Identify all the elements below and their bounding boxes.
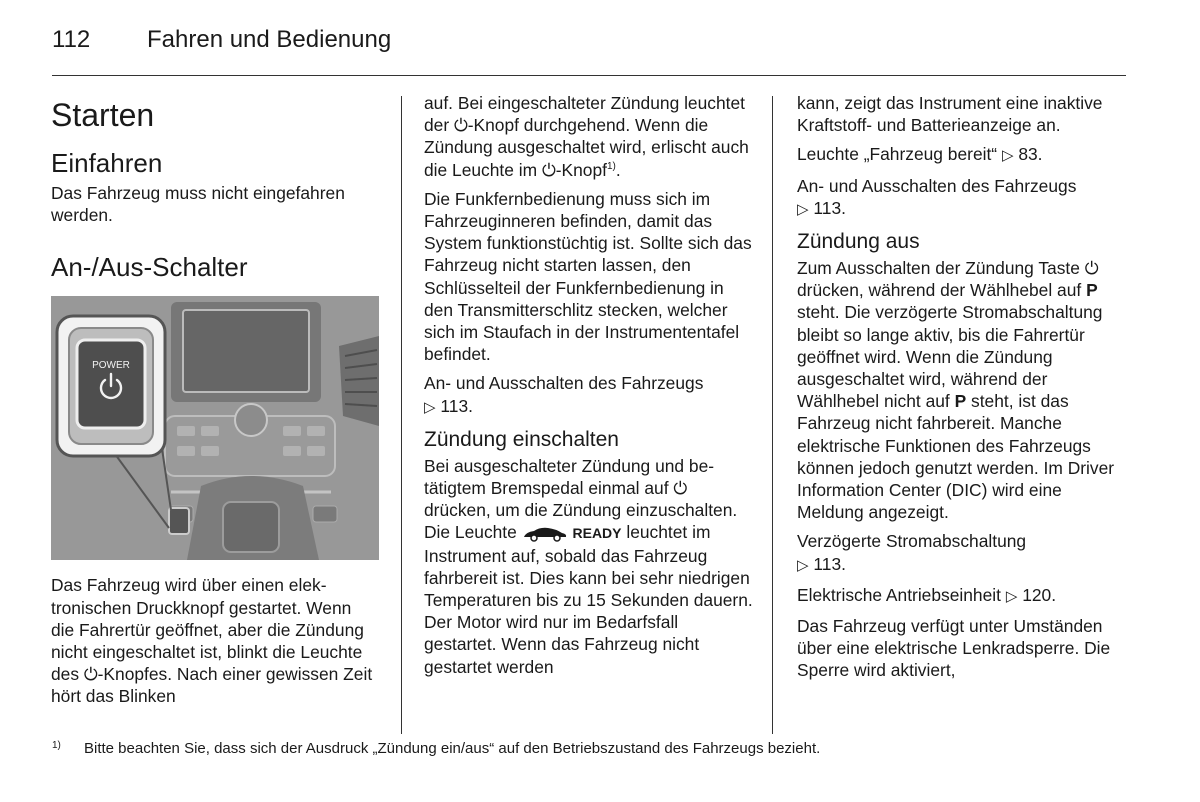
cross-reference: An- und Ausschalten des Fahrzeugs ▷ 113. — [424, 373, 704, 416]
paragraph-ignition-off: Zum Ausschalten der Zündung Taste ⏻ drücken, während der Wählhebel auf P steht. Die verzögerte Stromabschaltung bleibt so lange aktiv, bis die Fahrertür geöffnet wird. Wenn die Zündung ausgeschaltet wird, während der Wählhebel nicht auf P steht, ist das Fahrzeug nicht fahrbereit. Manche elektrische Funktionen des Fahrzeugs können jedoch genutzt werden. Im Driver Information Center (DIC) wird eine Meldung angezeigt. — [797, 258, 1115, 523]
paragraph-intro: Das Fahrzeug wird über einen elektronischen Druckknopf gestartet. Wenn die Fahrertür geöffnet, aber die Zündung nicht eingeschaltet ist, blinkt die Leuchte des ⏻-Knopfes. Nach einer gewissen Zeit hört das Blinken — [51, 575, 373, 707]
cross-reference: Leuchte „Fahrzeug bereit“ ▷ 83. — [797, 144, 1043, 165]
footnote — [52, 740, 820, 757]
power-icon: ⏻ — [453, 115, 468, 136]
power-button-label: POWER — [92, 360, 130, 372]
section-heading-starten: Starten — [51, 97, 155, 133]
reference-arrow-icon: ▷ — [1001, 147, 1014, 165]
reference-arrow-icon: ▷ — [424, 398, 436, 416]
column-2 — [424, 92, 754, 685]
reference-arrow-icon: ▷ — [797, 556, 809, 574]
paragraph-remote-key: Die Funkfernbedienung muss sich im Fahrzeuginneren befinden, damit das System funktionstüchtig ist. Sollte sich das Fahrzeug nicht starten lassen, den Schlüsselteil der Funkfernbedienung in den Transmitterschlitz stecken, welcher sich im Staufach in der Instrumententafel befindet. — [424, 188, 752, 365]
car-ready-icon — [522, 526, 568, 542]
subheading-einfahren: Einfahren — [51, 148, 163, 178]
column-divider-1 — [401, 96, 402, 734]
running-title: Fahren und Bedienung — [147, 26, 392, 53]
subheading-ignition-on: Zündung einschalten — [424, 427, 619, 451]
footnote-text: Bitte beachten Sie, dass sich der Ausdruck „Zündung ein/aus“ auf den Betriebszustand des Fahrzeugs bezieht. — [84, 740, 821, 757]
paragraph-ignition-on: Bei ausgeschalteter Zündung und betätigtem Bremspedal einmal auf ⏻ drücken, um die Zündung einzuschalten. Die Leuchte READY leuchtet im Instrument auf, sobald das Fahrzeug fahrbereit ist. Dies kann bei sehr niedrigen Temperaturen bis zu 15 Sekunden dauern. Der Motor wird nur im Bedarfsfall gestartet. Wenn das Fahrzeug nicht gestartet werden — [424, 455, 753, 677]
paragraph-inactive-display: kann, zeigt das Instrument eine inaktive Kraftstoff- und Batterieanzeige an. — [797, 93, 1103, 136]
column-divider-2 — [772, 96, 773, 734]
column-3 — [797, 92, 1127, 689]
power-icon: ⏻ — [673, 478, 688, 499]
cross-reference: Elektrische Antriebseinheit ▷ 120. — [797, 584, 1057, 605]
power-icon: ⏻ — [1084, 258, 1099, 279]
subheading-switch: An-/Aus-Schalter — [51, 252, 248, 283]
paragraph-break-in: Das Fahrzeug muss nicht eingefahren werden. — [51, 183, 345, 226]
cross-reference: An- und Ausschalten des Fahrzeugs ▷ 113. — [797, 175, 1077, 218]
subheading-ignition-off: Zündung aus — [797, 230, 920, 254]
reference-arrow-icon: ▷ — [797, 200, 809, 218]
page-number: 112 — [52, 26, 91, 53]
footnote-mark: 1) — [52, 740, 61, 751]
paragraph-ignition-on-state: auf. Bei eingeschalteter Zündung leuchtet der ⏻-Knopf durchgehend. Wenn die Zündung ausgeschaltet wird, erlischt auch die Leuchte im ⏻-Knopf$^{1)}$. — [424, 93, 749, 180]
footnote-marker: 1) — [606, 160, 616, 172]
ready-label: READY — [572, 525, 622, 542]
header-rule — [52, 75, 1126, 76]
reference-arrow-icon: ▷ — [1005, 587, 1018, 605]
dashboard-photo — [51, 296, 379, 560]
paragraph-steering-lock: Das Fahrzeug verfügt unter Umständen über eine elektrische Lenkradsperre. Die Sperre wird aktiviert, — [797, 616, 1111, 681]
power-icon: ⏻ — [83, 664, 98, 685]
column-1 — [51, 92, 376, 715]
cross-reference: Verzögerte Stromabschaltung ▷ 113. — [797, 531, 1027, 574]
power-icon: ⏻ — [541, 159, 556, 180]
